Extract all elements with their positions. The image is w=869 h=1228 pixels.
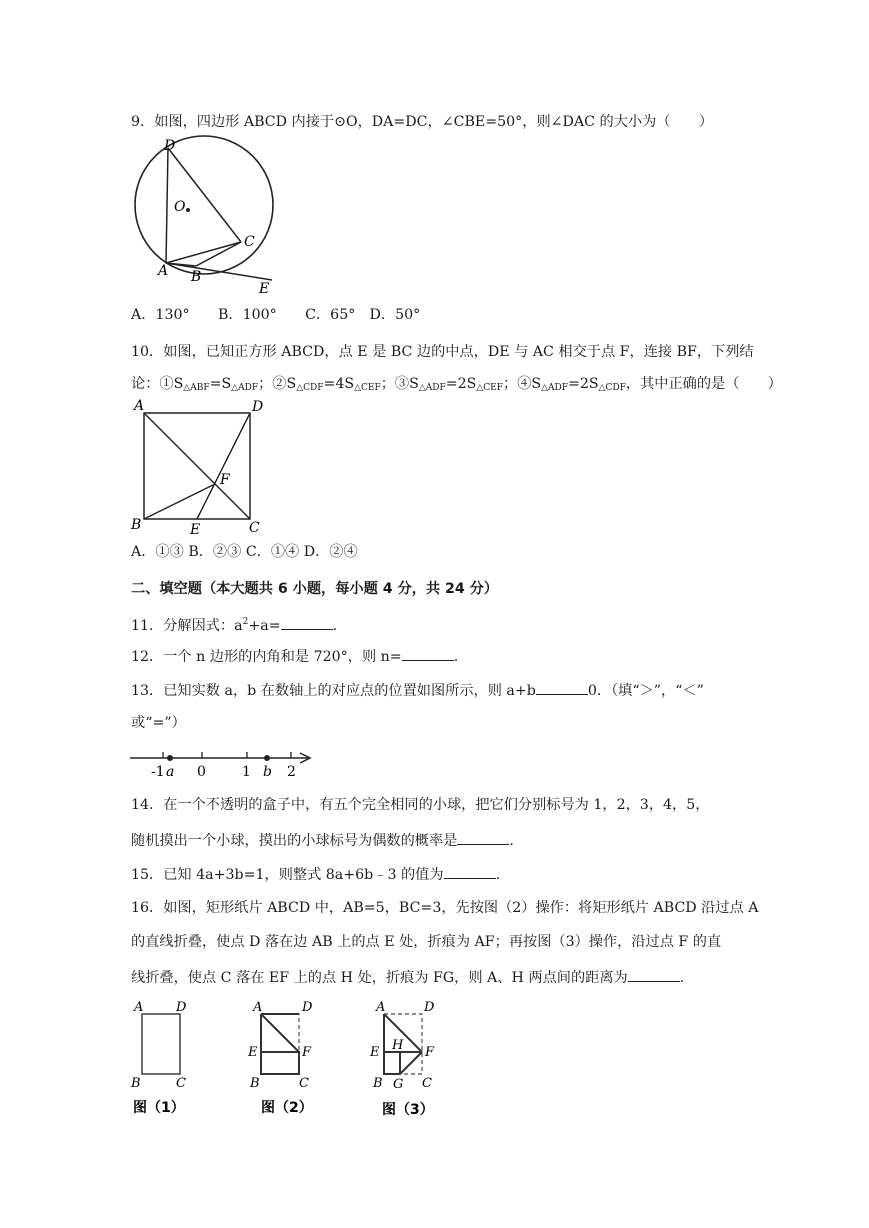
label-d: D (252, 399, 264, 415)
label-a: A (134, 1000, 144, 1015)
label-d: D (302, 1000, 313, 1015)
q9-circle-figure (128, 138, 278, 298)
q11-mid: +a= (248, 618, 281, 634)
tick-label: 2 (287, 764, 296, 780)
label-a: A (158, 263, 169, 279)
point-a (167, 755, 173, 761)
answer-blank[interactable] (628, 967, 680, 982)
q10-sub: △ABF (183, 383, 210, 393)
q14-line2 (131, 830, 514, 851)
label-c: C (299, 1076, 309, 1091)
label-o: O (174, 199, 186, 215)
answer-blank[interactable] (281, 615, 333, 630)
label-b: B (131, 1076, 141, 1091)
q9-stem: 9．如图，四边形 ABCD 内接于⊙O，DA=DC，∠CBE=50°，则∠DAC 的大小为（ ） (131, 114, 714, 130)
q16-line2: 的直线折叠，使点 D 落在边 AB 上的点 E 处，折痕为 AF；再按图（3）操作，沿过点 F 的直 (131, 934, 722, 950)
tick-label: -1 (151, 764, 165, 780)
q14-pre: 随机摸出一个小球，摸出的小球标号为偶数的概率是 (131, 833, 458, 849)
q16-line1: 16．如图，矩形纸片 ABCD 中，AB=5，BC=3，先按图（2）操作：将矩形纸片 ABCD 沿过点 A (131, 900, 759, 916)
segment-de (197, 413, 250, 519)
q12-pre: 12．一个 n 边形的内角和是 720°，则 n= (131, 649, 402, 665)
q10-sep: ；③S (380, 376, 419, 392)
label-a: A (253, 1000, 263, 1015)
tick-label: 0 (197, 764, 206, 780)
q10-lead: 论：①S (131, 376, 184, 392)
number-line-figure (128, 746, 318, 782)
label-f: F (220, 472, 230, 488)
point-b (264, 755, 270, 761)
figure-caption: 图（3） (382, 1102, 434, 1118)
segment-da (166, 148, 168, 263)
fold-figure-3 (368, 996, 453, 1121)
q10-sub: △CDF (296, 383, 324, 393)
q10-sub: △ADF (541, 383, 568, 393)
label-e: E (248, 1045, 258, 1060)
label-e: E (190, 522, 201, 538)
label-c: C (249, 520, 260, 536)
segment-be (166, 263, 272, 280)
q15-post: . (495, 867, 501, 883)
label-a: A (134, 398, 145, 414)
q10-sub: △CEF (354, 383, 381, 393)
folded-paper (261, 1014, 299, 1074)
q10-eq: =S (209, 376, 232, 392)
label-b: B (131, 517, 142, 533)
q16-post: . (679, 970, 685, 986)
q11-exponent: 2 (242, 617, 249, 627)
q15 (131, 864, 500, 885)
label-b: B (191, 269, 202, 285)
label-d: D (176, 1000, 187, 1015)
label-a: A (376, 1000, 386, 1015)
label-c: C (422, 1076, 432, 1091)
q10-conclusions (131, 374, 782, 398)
answer-blank[interactable] (536, 680, 588, 695)
q10-sep: ；④S (503, 376, 542, 392)
rect-outline-dashed (261, 1014, 299, 1074)
q11 (131, 612, 337, 636)
label-a: a (166, 764, 175, 780)
section-heading: 二、填空题（本大题共 6 小题，每小题 4 分，共 24 分） (131, 581, 499, 597)
tick-label: 1 (242, 764, 251, 780)
q10-eq: =4S (323, 376, 355, 392)
q10-sub: △ADF (231, 383, 259, 393)
answer-blank[interactable] (444, 864, 496, 879)
label-b: B (250, 1076, 260, 1091)
q11-post: . (332, 618, 338, 634)
q10-sub: △ADF (418, 383, 446, 393)
q10-stem: 10．如图，已知正方形 ABCD，点 E 是 BC 边的中点，DE 与 AC 相交于点 F，连接 BF，下列结 (131, 344, 754, 360)
q13-line2: 或“=”） (131, 715, 186, 731)
q13-post: 0．（填“＞”，“＜” (587, 683, 704, 699)
label-d: D (424, 1000, 435, 1015)
center-dot (186, 208, 190, 212)
rect-abcd (142, 1014, 180, 1074)
crease-fg (400, 1052, 422, 1074)
answer-blank[interactable] (457, 830, 509, 845)
answer-blank[interactable] (402, 646, 454, 661)
crease-af (261, 1014, 299, 1052)
q16-pre: 线折叠，使点 C 落在 EF 上的点 H 处，折痕为 FG，则 A、H 两点间的距离为 (131, 970, 628, 986)
q10-sub: △CEF (476, 383, 503, 393)
label-g: G (393, 1077, 404, 1092)
label-c: C (244, 234, 255, 250)
circle-o (135, 136, 273, 274)
label-h: H (392, 1038, 404, 1053)
q16-line3 (131, 967, 684, 988)
q14-post: . (509, 833, 514, 849)
label-f: F (425, 1045, 435, 1060)
q12-post: . (453, 649, 459, 665)
fold-figure-2 (247, 996, 327, 1121)
label-f: F (302, 1045, 312, 1060)
label-b: B (373, 1076, 383, 1091)
q10-sep: ；②S (258, 376, 297, 392)
strip-bg (384, 1052, 400, 1074)
q10-eq: =2S (568, 376, 599, 392)
label-e: E (259, 281, 270, 297)
q10-eq: =2S (445, 376, 477, 392)
label-d: D (164, 138, 176, 154)
q11-pre: 11．分解因式：a (131, 618, 243, 634)
q15-pre: 15．已知 4a+3b=1，则整式 8a+6b﹣3 的值为 (131, 867, 444, 883)
label-e: E (370, 1045, 380, 1060)
segment-ac (166, 242, 241, 263)
segment-bc (196, 242, 241, 266)
q10-options: A．①③ B．②③ C．①④ D．②④ (131, 544, 358, 560)
label-c: C (176, 1076, 186, 1091)
label-b: b (263, 764, 272, 780)
figure-caption: 图（1） (133, 1100, 185, 1116)
q13-line1 (131, 680, 704, 701)
q10-tail: ，其中正确的是（ ） (625, 376, 782, 392)
q14-line1: 14．在一个不透明的盒子中，有五个完全相同的小球，把它们分别标号为 1，2，3，4，5， (131, 797, 710, 813)
q12 (131, 646, 458, 667)
segment-bf (144, 484, 215, 519)
figure-caption: 图（2） (261, 1100, 313, 1116)
segment-dc (168, 148, 241, 242)
q10-square-figure (128, 397, 268, 537)
fold-figure-1 (128, 996, 208, 1121)
q13-pre: 13．已知实数 a，b 在数轴上的对应点的位置如图所示，则 a+b (131, 683, 536, 699)
q9-options: A．130° B．100° C．65° D．50° (131, 307, 421, 323)
diagonal-ac (144, 413, 250, 519)
q10-sub: △CDF (598, 383, 626, 393)
